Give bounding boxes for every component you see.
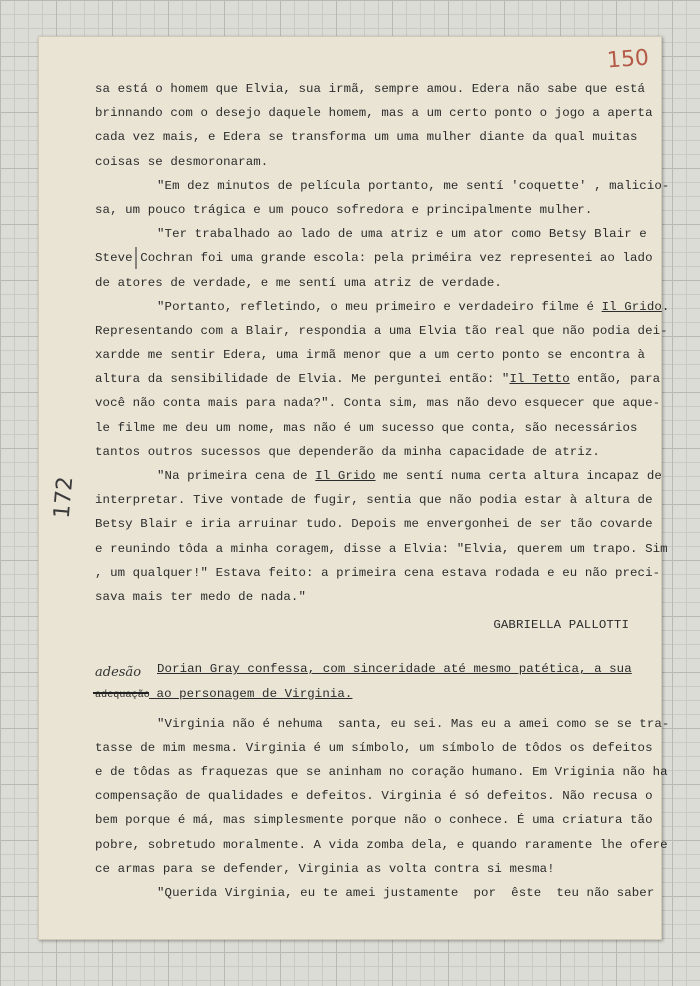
text-line: Steve Cochran foi uma grande escola: pela priméira vez representei ao lado xyxy=(95,251,653,266)
text-line: Representando com a Blair, respondia a uma Elvia tão real que não podia dei- xyxy=(95,323,668,338)
text-span: altura da sensibilidade de Elvia. Me perguntei então: " xyxy=(95,372,510,387)
text-line: tantos outros sucessos que dependerão da minha capacidade de atriz. xyxy=(95,444,600,459)
text-line: coisas se desmoronaram. xyxy=(95,154,269,169)
handwritten-side-number: 172 xyxy=(49,475,79,520)
struck-word xyxy=(95,682,149,708)
text-line: brinnando com o desejo daquele homem, mas a um certo ponto o jogo a aperta xyxy=(95,106,653,121)
paragraph-2 xyxy=(95,174,670,222)
struck-word-text: adequação xyxy=(95,689,150,701)
text-line: você não conta mais para nada?". Conta sim, mas não devo esquecer que aque- xyxy=(95,396,661,411)
signature: GABRIELLA PALLOTTI xyxy=(493,618,629,633)
text-line: cada vez mais, e Edera se transforma um uma mulher diante da qual muitas xyxy=(95,130,638,145)
section-heading xyxy=(95,657,649,705)
section-gap xyxy=(95,637,649,657)
text-line: "Em dez minutos de película portanto, me sentí 'coquette' , malicio- xyxy=(157,178,670,193)
text-span: me sentí numa certa altura incapaz de xyxy=(375,469,662,483)
text-line: "Virginia não é nehuma santa, eu sei. Mas eu a amei como se se tra- xyxy=(157,716,670,731)
text-line: sa está o homem que Elvia, sua irmã, sempre amou. Edera não sabe que está xyxy=(95,82,646,96)
paragraph-4 xyxy=(95,295,670,464)
text-line: bem porque é má, mas simplesmente porque não o conhece. É uma criatura tão xyxy=(95,813,653,828)
text-line: interpretar. Tive vontade de fugir, sentia que não podia estar à altura de xyxy=(95,493,653,508)
text-span: então, para xyxy=(569,372,661,387)
text-line: le filme me deu um nome, mas não é um sucesso que conta, são necessários xyxy=(95,420,638,435)
paragraph-3 xyxy=(95,222,653,295)
text-line: sava mais ter medo de nada." xyxy=(95,589,306,604)
text-line: xardde me sentir Edera, uma irmã menor que a um certo ponto se encontra à xyxy=(95,348,646,363)
text-line: e de tôdas as fraquezas que se aninham no coração humano. Em Vriginia não ha xyxy=(95,765,668,780)
text-line: , um qualquer!" Estava feito: a primeira cena estava rodada e eu não preci- xyxy=(95,565,661,580)
text-line xyxy=(95,295,670,319)
text-line: Betsy Blair e iria arruinar tudo. Depois me envergonhei de ser tão covarde xyxy=(95,517,653,532)
paragraph-1 xyxy=(95,77,653,174)
text-line: sa, um pouco trágica e um pouco sofredora e principalmente mulher. xyxy=(95,202,593,217)
text-line xyxy=(95,464,662,488)
paragraph-6 xyxy=(95,712,670,881)
film-title-il-grido: Il Grido xyxy=(315,469,376,483)
typewritten-page xyxy=(38,36,670,940)
text-span: . xyxy=(661,299,670,314)
film-title-il-tetto: Il Tetto xyxy=(509,372,570,387)
text-line: "Ter trabalhado ao lado de uma atriz e um ator como Betsy Blair e xyxy=(157,227,647,242)
text-line: de atores de verdade, e me sentí uma atriz de verdade. xyxy=(95,275,502,290)
text-span: "Na primeira cena de xyxy=(157,469,316,483)
paragraph-5 xyxy=(95,464,668,609)
text-line: "Querida Virginia, eu te amei justamente por êste teu não saber xyxy=(157,886,655,900)
text-line: tasse de mim mesma. Virginia é um símbolo, um símbolo de tôdos os defeitos xyxy=(95,740,653,755)
text-line: compensação de qualidades e defeitos. Virginia é só defeitos. Não recusa o xyxy=(95,789,653,804)
heading-line: Dorian Gray confessa, com sinceridade até mesmo patética, a sua xyxy=(157,662,632,677)
film-title-il-grido: Il Grido xyxy=(601,299,662,314)
text-line: e reunindo tôda a minha coragem, disse a Elvia: "Elvia, querem um trapo. Sim xyxy=(95,541,668,556)
page-number: 150 xyxy=(606,45,650,74)
text-line xyxy=(95,367,661,391)
text-line: ce armas para se defender, Virginia as volta contra si mesma! xyxy=(95,861,555,876)
text-span: "Portanto, refletindo, o meu primeiro e verdadeiro filme é xyxy=(157,299,602,314)
document-body xyxy=(95,77,670,905)
handwritten-correction: adesão xyxy=(95,665,142,680)
text-span: ao personagem de Virginia. xyxy=(149,686,353,701)
text-line: pobre, sobretudo moralmente. A vida zomba dela, e quando raramente lhe ofere xyxy=(95,837,668,852)
paragraph-7 xyxy=(95,881,655,905)
heading-line xyxy=(95,682,649,706)
